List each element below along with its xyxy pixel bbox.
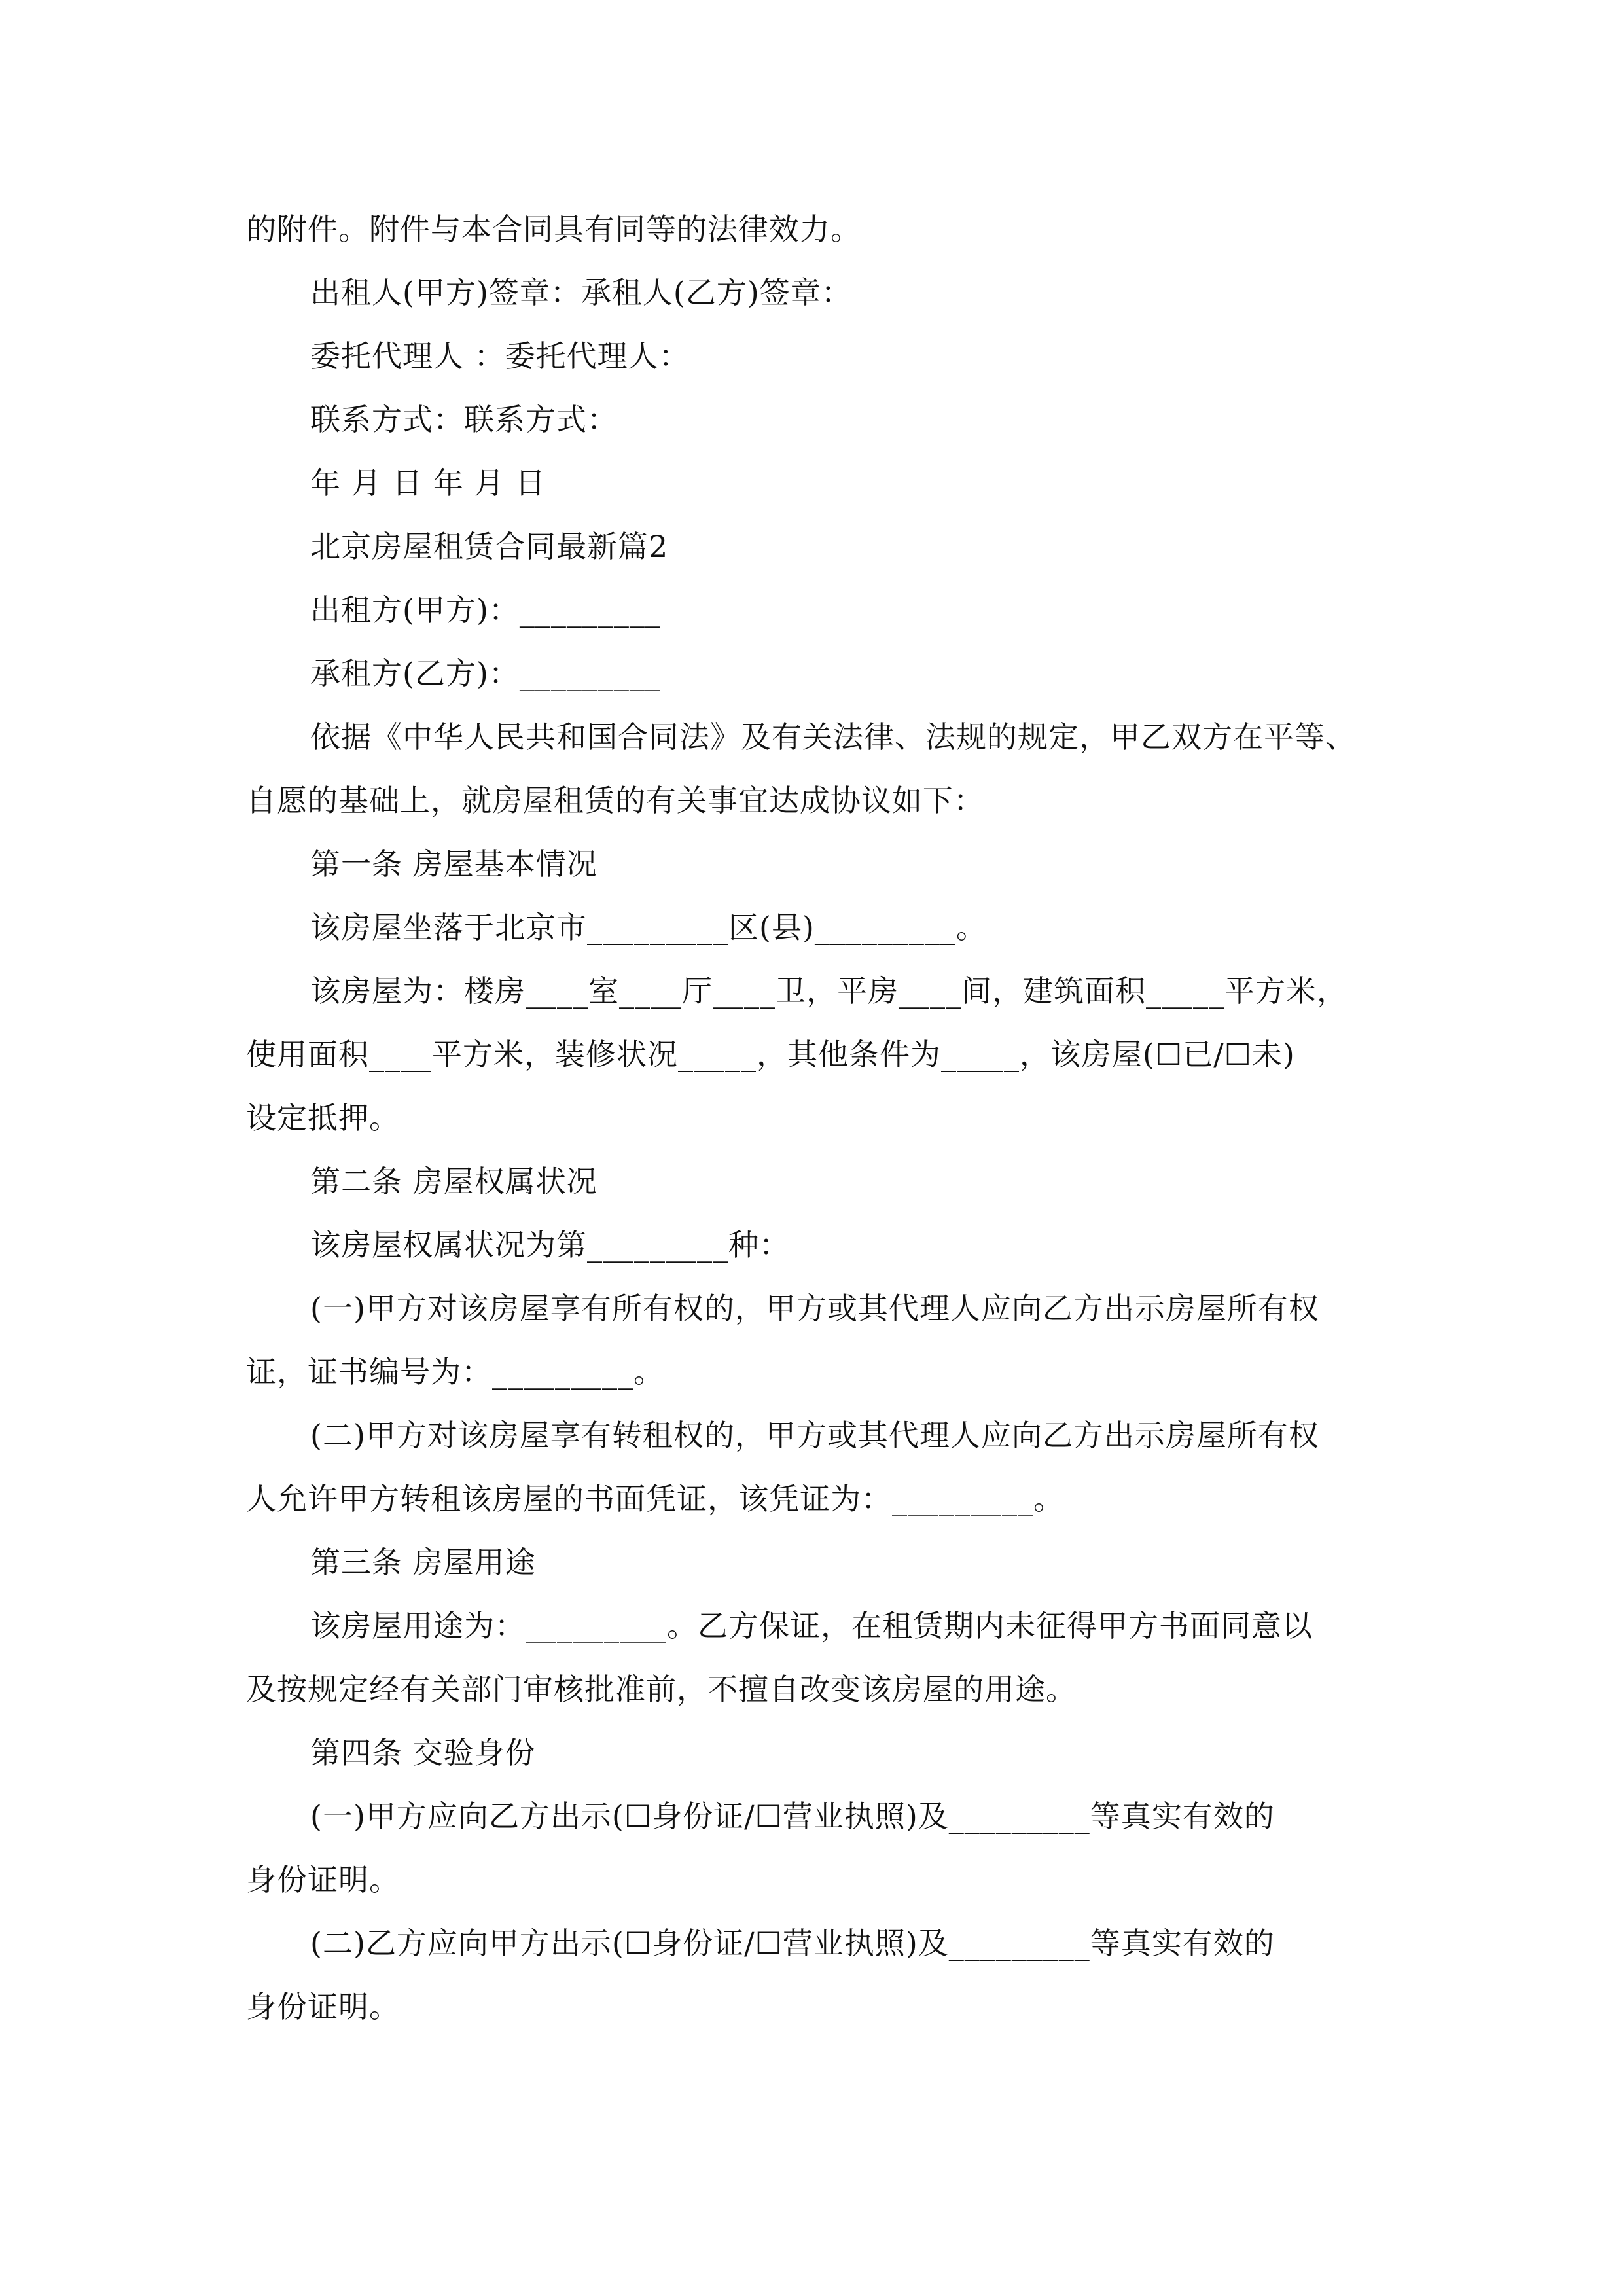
document-line: 该房屋权属状况为第_________种： [310, 1227, 790, 1263]
document-line: (二)甲方对该房屋享有转租权的，甲方或其代理人应向乙方出示房屋所有权 [310, 1418, 1319, 1453]
document-line: 该房屋坐落于北京市_________区(县)_________。 [310, 910, 987, 945]
document-line: 第一条 房屋基本情况 [310, 846, 597, 882]
document-line: 的附件。附件与本合同具有同等的法律效力。 [246, 211, 861, 247]
document-line: 身份证明。 [246, 1989, 400, 2024]
document-line: 承租方(乙方)：_________ [310, 656, 661, 691]
document-line: 该房屋用途为：_________。乙方保证，在租赁期内未征得甲方书面同意以 [310, 1608, 1313, 1643]
document-line: 第四条 交验身份 [310, 1735, 536, 1770]
document-line: 依据《中华人民共和国合同法》及有关法律、法规的规定，甲乙双方在平等、 [310, 719, 1356, 755]
document-line: 第三条 房屋用途 [310, 1545, 536, 1580]
document-line: 设定抵押。 [246, 1100, 400, 1136]
document-line: (一)甲方应向乙方出示(☐身份证/☐营业执照)及_________等真实有效的 [310, 1799, 1275, 1834]
document-line: 联系方式：联系方式： [310, 402, 618, 437]
document-line: 身份证明。 [246, 1862, 400, 1897]
document-line: 出租人(甲方)签章：承租人(乙方)签章： [310, 275, 852, 310]
document-line: 年 月 日 年 月 日 [310, 465, 546, 501]
document-body [246, 198, 1378, 2039]
document-line: 北京房屋租赁合同最新篇2 [310, 529, 669, 564]
document-line: 证，证书编号为：_________。 [246, 1354, 664, 1390]
document-line: 自愿的基础上，就房屋租赁的有关事宜达成协议如下： [246, 783, 984, 818]
document-line: 人允许甲方转租该房屋的书面凭证，该凭证为：_________。 [246, 1481, 1064, 1516]
document-line: 该房屋为：楼房____室____厅____卫，平房____间，建筑面积_____平方米， [310, 973, 1347, 1009]
document-line: 使用面积____平方米，装修状况_____，其他条件为_____，该房屋(☐已/☐未) [246, 1037, 1295, 1072]
document-line: 出租方(甲方)：_________ [310, 592, 661, 628]
document-line: 及按规定经有关部门审核批准前，不擅自改变该房屋的用途。 [246, 1672, 1077, 1707]
document-line: (一)甲方对该房屋享有所有权的，甲方或其代理人应向乙方出示房屋所有权 [310, 1291, 1319, 1326]
document-line: 委托代理人 ：委托代理人： [310, 338, 690, 374]
document-line: 第二条 房屋权属状况 [310, 1164, 597, 1199]
document-line: (二)乙方应向甲方出示(☐身份证/☐营业执照)及_________等真实有效的 [310, 1926, 1275, 1961]
